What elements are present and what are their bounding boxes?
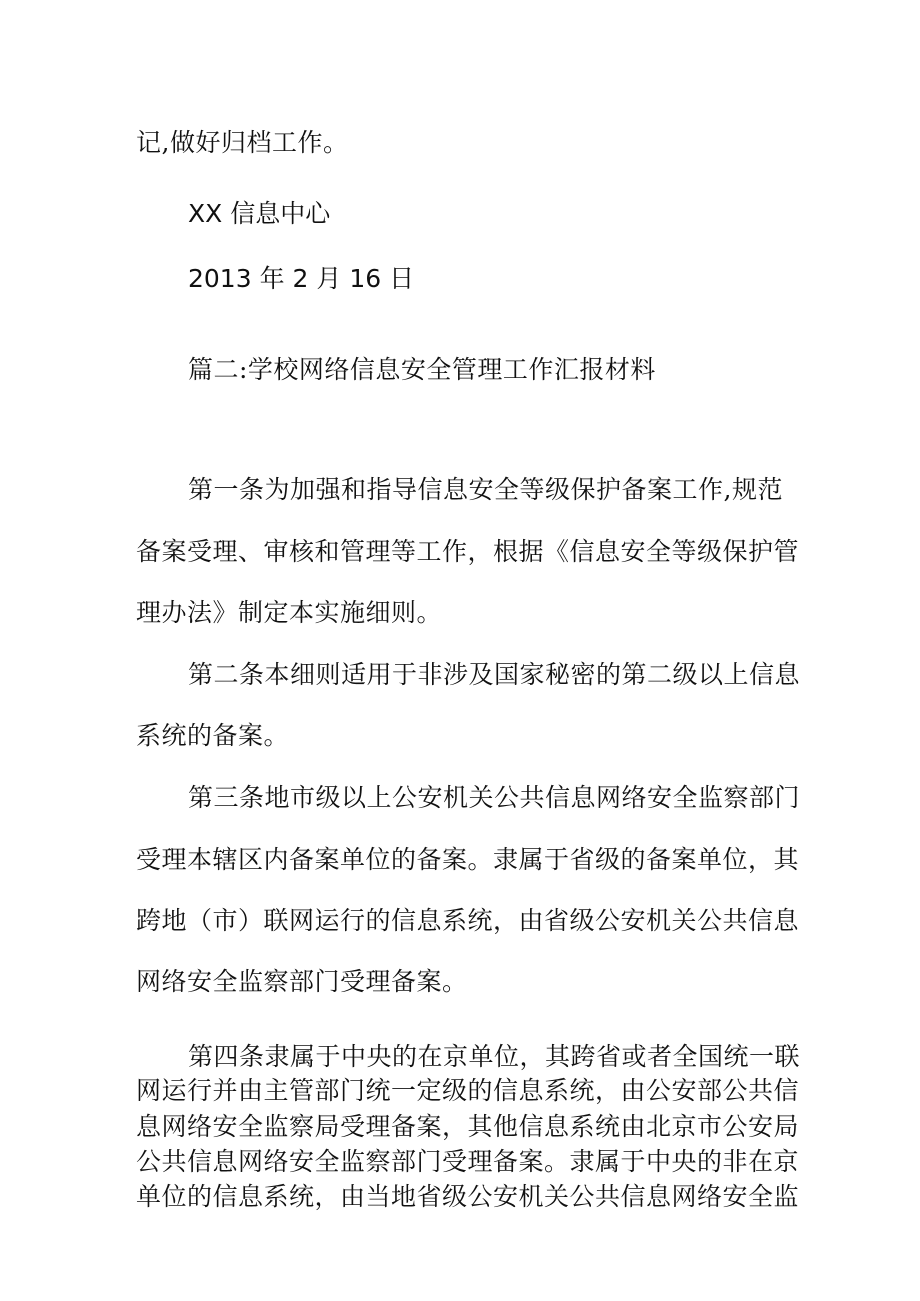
article2-line-1: 第二条本细则适用于非涉及国家秘密的第二级以上信息 xyxy=(188,660,801,689)
article1-line-3: 理办法》制定本实施细则。 xyxy=(136,598,443,627)
article3-line-1: 第三条地市级以上公安机关公共信息网络安全监察部门 xyxy=(188,783,801,812)
section-title: 篇二:学校网络信息安全管理工作汇报材料 xyxy=(188,355,656,384)
article2-line-2: 系统的备案。 xyxy=(136,721,290,750)
article3-line-3: 跨地（市）联网运行的信息系统，由省级公安机关公共信息 xyxy=(136,906,800,935)
signature-date: 2013 年 2 月 16 日 xyxy=(188,264,415,293)
continuation-line: 记,做好归档工作。 xyxy=(136,128,349,157)
article4-line-3: 息网络安全监察局受理备案，其他信息系统由北京市公安局 xyxy=(136,1112,800,1141)
article3-line-2: 受理本辖区内备案单位的备案。隶属于省级的备案单位，其 xyxy=(136,845,800,874)
article4-line-2: 网运行并由主管部门统一定级的信息系统，由公安部公共信 xyxy=(136,1076,800,1105)
article4-line-5: 单位的信息系统，由当地省级公安机关公共信息网络安全监 xyxy=(136,1182,800,1211)
signature-org: XX 信息中心 xyxy=(188,199,331,228)
article3-line-4: 网络安全监察部门受理备案。 xyxy=(136,967,468,996)
article1-line-1: 第一条为加强和指导信息安全等级保护备案工作,规范 xyxy=(188,475,783,504)
article1-line-2: 备案受理、审核和管理等工作，根据《信息安全等级保护管 xyxy=(136,537,800,566)
article4-line-1: 第四条隶属于中央的在京单位，其跨省或者全国统一联 xyxy=(188,1042,801,1071)
article4-line-4: 公共信息网络安全监察部门受理备案。隶属于中央的非在京 xyxy=(136,1147,800,1176)
